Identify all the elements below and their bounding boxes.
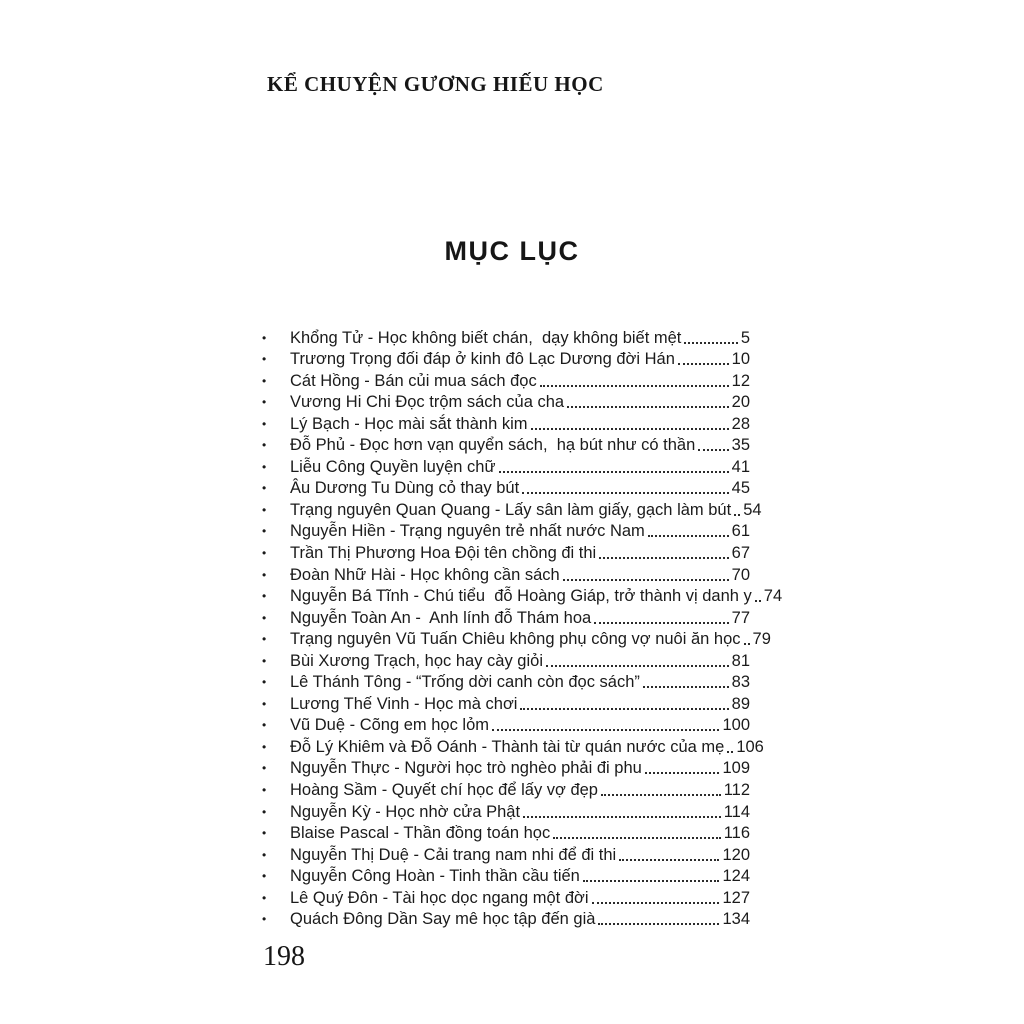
toc-entry-title: Blaise Pascal - Thần đồng toán học: [290, 824, 551, 843]
bullet-icon: •: [262, 847, 267, 862]
bullet-icon: •: [262, 373, 267, 388]
toc-entry-page: 45: [731, 479, 750, 498]
toc-entry-title: Đỗ Lý Khiêm và Đỗ Oánh - Thành tài từ quán nước của mẹ: [290, 737, 725, 756]
toc-entry-page: 35: [731, 436, 750, 455]
toc-row: [262, 628, 771, 650]
bullet-icon: •: [262, 330, 267, 345]
toc-entry-title: Nguyễn Bá Tĩnh - Chú tiểu đỗ Hoàng Giáp, trở thành vị danh y: [290, 587, 752, 606]
toc-entry-title: Đoàn Nhữ Hài - Học không cần sách: [290, 565, 560, 584]
bullet-icon: •: [262, 459, 267, 474]
bullet-icon: •: [262, 890, 267, 905]
bullet-icon: •: [262, 696, 267, 711]
dot-leader: [523, 816, 721, 818]
toc-row: [262, 649, 750, 671]
toc-entry-title: Hoàng Sầm - Quyết chí học để lấy vợ đẹp: [290, 781, 598, 800]
dot-leader: [567, 406, 729, 408]
dot-leader: [698, 449, 728, 451]
dot-leader: [755, 600, 761, 602]
toc-row: [262, 455, 750, 477]
toc-entry-title: Nguyễn Thực - Người học trò nghèo phải đi phu: [290, 759, 642, 778]
toc-entry-title: Lê Thánh Tông - “Trống dời canh còn đọc sách”: [290, 673, 640, 692]
toc-entry-page: 134: [722, 910, 750, 929]
toc-row: [262, 886, 750, 908]
toc-row: [262, 326, 750, 348]
toc-entry-page: 81: [731, 651, 750, 670]
toc-entry-title: Lương Thế Vinh - Học mà chơi: [290, 694, 518, 713]
toc-row: [262, 369, 750, 391]
dot-leader: [583, 880, 720, 882]
toc-row: [262, 692, 750, 714]
toc-list: [262, 326, 783, 929]
toc-entry-page: 61: [731, 522, 750, 541]
bullet-icon: •: [262, 783, 267, 798]
dot-leader: [531, 428, 729, 430]
dot-leader: [594, 622, 728, 624]
toc-entry-title: Trạng nguyên Quan Quang - Lấy sân làm giấy, gạch làm bút: [290, 500, 732, 519]
toc-row: [262, 778, 750, 800]
toc-entry-page: 77: [731, 608, 750, 627]
bullet-icon: •: [262, 869, 267, 884]
toc-entry-title: Vương Hi Chi Đọc trộm sách của cha: [290, 393, 565, 412]
toc-entry-title: Lê Quý Đôn - Tài học dọc ngang một đời: [290, 888, 589, 907]
toc-entry-page: 112: [723, 781, 750, 800]
toc-row: [262, 735, 764, 757]
toc-row: [262, 757, 750, 779]
toc-row: [262, 908, 750, 930]
toc-entry-page: 114: [723, 802, 750, 821]
toc-row: [262, 822, 750, 844]
toc-entry-title: Khổng Tử - Học không biết chán, dạy không biết mệt: [290, 328, 682, 347]
toc-entry-page: 10: [731, 350, 750, 369]
toc-row: [262, 800, 750, 822]
toc-entry-title: Âu Dương Tu Dùng cỏ thay bút: [290, 479, 520, 498]
toc-entry-title: Trần Thị Phương Hoa Đội tên chồng đi thi: [290, 544, 597, 563]
toc-entry-page: 124: [722, 867, 750, 886]
toc-entry-title: Trạng nguyên Vũ Tuấn Chiêu không phụ công vợ nuôi ăn học: [290, 630, 741, 649]
toc-row: [262, 541, 750, 563]
bullet-icon: •: [262, 653, 267, 668]
toc-entry-title: Bùi Xương Trạch, học hay cày giỏi: [290, 651, 543, 670]
bullet-icon: •: [262, 589, 267, 604]
dot-leader: [744, 643, 750, 645]
toc-row: [262, 671, 750, 693]
toc-entry-page: 120: [722, 845, 750, 864]
dot-leader: [540, 385, 729, 387]
toc-entry-page: 100: [722, 716, 750, 735]
dot-leader: [684, 342, 737, 344]
dot-leader: [599, 557, 728, 559]
toc-row: [262, 348, 750, 370]
toc-entry-title: Nguyễn Công Hoàn - Tinh thần cầu tiến: [290, 867, 580, 886]
bullet-icon: •: [262, 826, 267, 841]
dot-leader: [546, 665, 729, 667]
toc-entry-title: Vũ Duệ - Cõng em học lỏm: [290, 716, 490, 735]
toc-entry-page: 28: [731, 414, 750, 433]
toc-entry-page: 12: [731, 371, 750, 390]
dot-leader: [643, 686, 729, 688]
dot-leader: [520, 708, 728, 710]
running-header: KỂ CHUYỆN GƯƠNG HIẾU HỌC: [267, 72, 604, 96]
toc-row: [262, 498, 762, 520]
toc-entry-page: 5: [740, 328, 750, 347]
dot-leader: [499, 471, 729, 473]
bullet-icon: •: [262, 502, 267, 517]
dot-leader: [734, 514, 740, 516]
dot-leader: [492, 729, 719, 731]
toc-row: [262, 520, 750, 542]
bullet-icon: •: [262, 912, 267, 927]
toc-row: [262, 563, 750, 585]
toc-entry-title: Nguyễn Thị Duệ - Cải trang nam nhi để đi thi: [290, 845, 617, 864]
bullet-icon: •: [262, 481, 267, 496]
bullet-icon: •: [262, 546, 267, 561]
toc-entry-page: 41: [731, 457, 750, 476]
toc-entry-page: 116: [723, 824, 750, 843]
toc-row: [262, 391, 750, 413]
dot-leader: [678, 363, 729, 365]
toc-entry-page: 54: [743, 500, 762, 519]
bullet-icon: •: [262, 352, 267, 367]
toc-entry-page: 109: [722, 759, 750, 778]
dot-leader: [553, 837, 720, 839]
bullet-icon: •: [262, 675, 267, 690]
page-title: MỤC LỤC: [444, 236, 580, 266]
toc-entry-title: Cát Hồng - Bán củi mua sách đọc: [290, 371, 537, 390]
bullet-icon: •: [262, 438, 267, 453]
toc-entry-page: 20: [731, 393, 750, 412]
bullet-icon: •: [262, 567, 267, 582]
bullet-icon: •: [262, 804, 267, 819]
bullet-icon: •: [262, 632, 267, 647]
dot-leader: [592, 902, 720, 904]
toc-row: [262, 865, 750, 887]
toc-entry-title: Nguyễn Kỳ - Học nhờ cửa Phật: [290, 802, 521, 821]
toc-row: [262, 606, 750, 628]
dot-leader: [648, 535, 729, 537]
bullet-icon: •: [262, 524, 267, 539]
toc-entry-title: Nguyễn Toàn An - Anh lính đỗ Thám hoa: [290, 608, 592, 627]
bullet-icon: •: [262, 739, 267, 754]
bullet-icon: •: [262, 416, 267, 431]
dot-leader: [619, 859, 719, 861]
toc-entry-page: 74: [763, 587, 783, 606]
dot-leader: [645, 772, 720, 774]
toc-entry-page: 127: [722, 888, 750, 907]
toc-entry-title: Quách Đông Dần Say mê học tập đến già: [290, 910, 596, 929]
toc-entry-title: Trương Trọng đối đáp ở kinh đô Lạc Dương đời Hán: [290, 350, 675, 369]
dot-leader: [601, 794, 721, 796]
toc-entry-title: Lý Bạch - Học mài sắt thành kim: [290, 414, 528, 433]
dot-leader: [727, 751, 733, 753]
bullet-icon: •: [262, 761, 267, 776]
toc-entry-page: 89: [731, 694, 750, 713]
bullet-icon: •: [262, 395, 267, 410]
toc-row: [262, 434, 750, 456]
toc-row: [262, 477, 750, 499]
toc-entry-page: 106: [736, 737, 764, 756]
toc-row: [262, 412, 750, 434]
toc-entry-page: 83: [731, 673, 750, 692]
dot-leader: [522, 492, 728, 494]
toc-row: [262, 585, 783, 607]
toc-entry-page: 79: [752, 630, 771, 649]
toc-entry-page: 67: [731, 544, 750, 563]
bullet-icon: •: [262, 718, 267, 733]
bullet-icon: •: [262, 610, 267, 625]
toc-entry-title: Nguyễn Hiền - Trạng nguyên trẻ nhất nước Nam: [290, 522, 645, 541]
toc-entry-title: Liễu Công Quyền luyện chữ: [290, 457, 496, 476]
dot-leader: [563, 579, 729, 581]
dot-leader: [598, 923, 719, 925]
toc-row: [262, 843, 750, 865]
toc-entry-title: Đỗ Phủ - Đọc hơn vạn quyển sách, hạ bút như có thần: [290, 436, 696, 455]
toc-entry-page: 70: [731, 565, 750, 584]
page-number: 198: [263, 941, 305, 972]
toc-row: [262, 714, 750, 736]
